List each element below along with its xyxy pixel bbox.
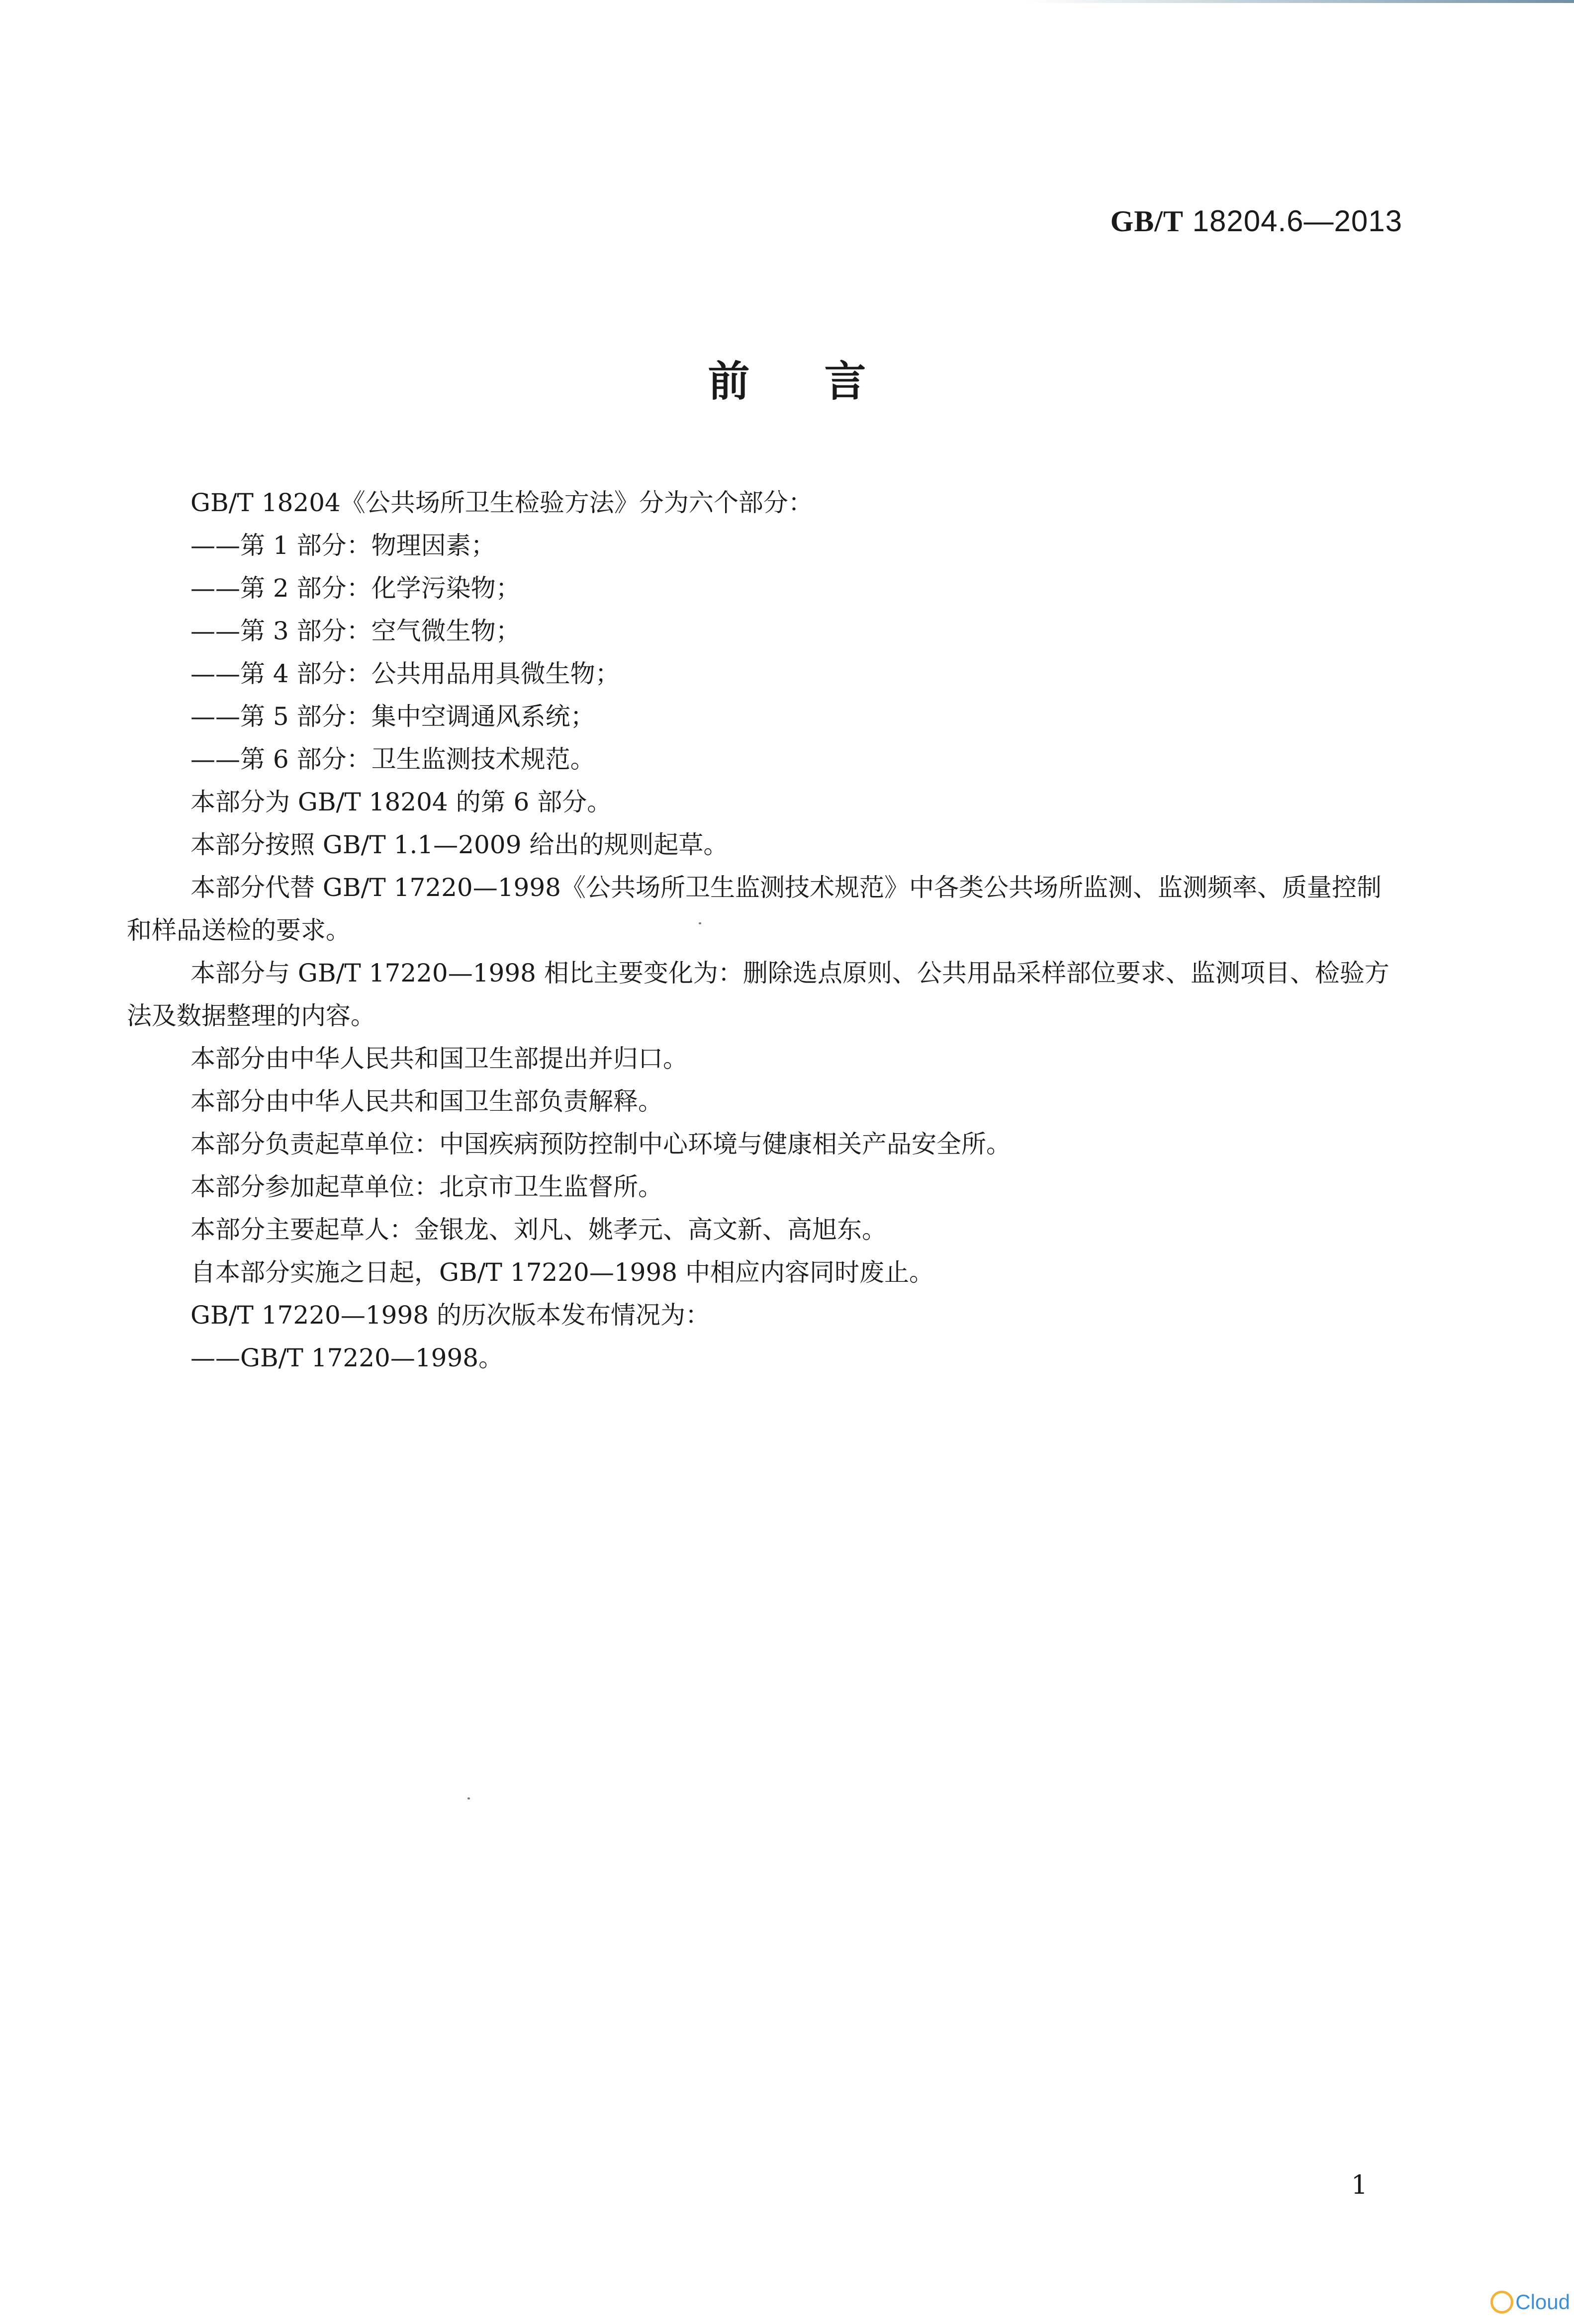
scan-speck bbox=[467, 1797, 470, 1799]
paragraph-drafters: 本部分主要起草人：金银龙、刘凡、姚孝元、高文新、高旭东。 bbox=[190, 1215, 887, 1244]
part-list-item: ——第 3 部分：空气微生物； bbox=[190, 617, 521, 645]
paragraph-proposer: 本部分由中华人民共和国卫生部提出并归口。 bbox=[190, 1044, 688, 1073]
watermark bbox=[1490, 2290, 1570, 2314]
intro-paragraph: GB/T 18204《公共场所卫生检验方法》分为六个部分： bbox=[190, 488, 813, 517]
standard-code-header bbox=[1111, 204, 1402, 239]
part-list-item: ——第 4 部分：公共用品用具微生物； bbox=[190, 659, 620, 688]
part-list-item: ——第 6 部分：卫生监测技术规范。 bbox=[190, 745, 595, 774]
paragraph-replacement: 本部分代替 GB/T 17220—1998《公共场所卫生监测技术规范》中各类公共场所监测、监测频率、质量控制和样品送检的要求。 bbox=[127, 873, 1382, 945]
paragraph-history-intro: GB/T 17220—1998 的历次版本发布情况为： bbox=[190, 1301, 710, 1330]
paragraph-lead-drafter-unit: 本部分负责起草单位：中国疾病预防控制中心环境与健康相关产品安全所。 bbox=[190, 1130, 1011, 1159]
page-title: 前言 bbox=[708, 357, 941, 406]
paragraph-drafting-rules: 本部分按照 GB/T 1.1—2009 给出的规则起草。 bbox=[190, 830, 729, 859]
scan-edge-mark bbox=[1027, 0, 1574, 3]
paragraph-abolition: 自本部分实施之日起，GB/T 17220—1998 中相应内容同时废止。 bbox=[190, 1258, 934, 1287]
standard-code-prefix: GB/T bbox=[1110, 205, 1184, 238]
part-list-item: ——第 1 部分：物理因素； bbox=[190, 531, 496, 560]
paragraph-part-scope: 本部分为 GB/T 18204 的第 6 部分。 bbox=[190, 788, 612, 816]
standard-code-number: 18204.6—2013 bbox=[1192, 204, 1402, 238]
foreword-body bbox=[127, 481, 1405, 1379]
cloud-logo-icon bbox=[1490, 2291, 1513, 2314]
paragraph-interpretation: 本部分由中华人民共和国卫生部负责解释。 bbox=[190, 1087, 663, 1116]
watermark-text: Cloud bbox=[1515, 2290, 1570, 2314]
history-list-item: ——GB/T 17220—1998。 bbox=[190, 1343, 504, 1372]
part-list-item: ——第 5 部分：集中空调通风系统； bbox=[190, 702, 595, 731]
part-list-item: ——第 2 部分：化学污染物； bbox=[190, 574, 521, 603]
paragraph-changes: 本部分与 GB/T 17220—1998 相比主要变化为：删除选点原则、公共用品采样部位要求、监测项目、检验方法及数据整理的内容。 bbox=[127, 959, 1389, 1030]
scan-speck bbox=[699, 922, 701, 924]
page-number: 1 bbox=[1351, 2170, 1368, 2200]
paragraph-participating-unit: 本部分参加起草单位：北京市卫生监督所。 bbox=[190, 1172, 663, 1201]
